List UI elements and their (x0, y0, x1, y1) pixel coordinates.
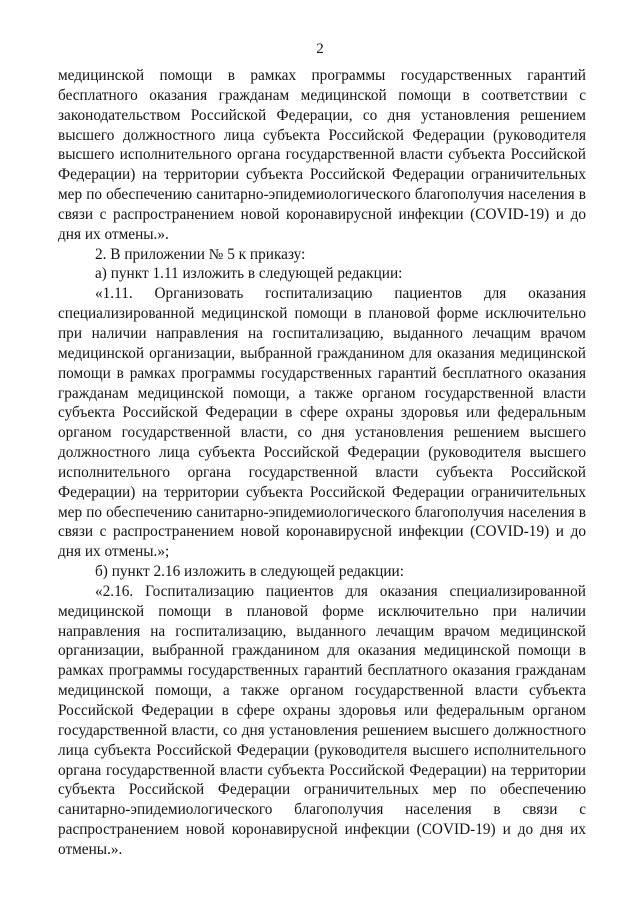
page-number: 2 (316, 41, 324, 57)
paragraph-clause-1-11: «1.11. Организовать госпитализацию пациентов для оказания специализированной медицинской помощи в плановой форме исключительно при наличии направления на госпитализацию, выданного лечащим врачом медицинской организации, выбранной гражданином для оказания медицинской помощи в рамках программы государственных гарантий бесплатного оказания гражданам медицинской помощи, а также органом государственной власти субъекта Российской Федерации в сфере охраны здоровья или федеральным органом государственной власти, со дня установления решением высшего должностного лица субъекта Российской Федерации (руководителя высшего исполнительного органа государственной власти субъекта Российской Федерации) на территории субъекта Российской Федерации ограничительных мер по обеспечению санитарно-эпидемиологического благополучия населения в связи с распространением новой коронавирусной инфекции (COVID-19) и до дня их отмены.»; (58, 285, 586, 561)
paragraph-continuation: медицинской помощи в рамках программы государственных гарантий бесплатного оказания гражданам медицинской помощи в соответствии с законодательством Российской Федерации, со дня установления решением высшего должностного лица субъекта Российской Федерации (руководителя высшего исполнительного органа государственной власти субъекта Российской Федерации) на территории субъекта Российской Федерации ограничительных мер по обеспечению санитарно-эпидемиологического благополучия населения в связи с распространением новой коронавирусной инфекции (COVID-19) и до дня их отмены.». (58, 67, 586, 243)
paragraph-clause-2-16: «2.16. Госпитализацию пациентов для оказания специализированной медицинской помощи в плановой форме исключительно при наличии направления на госпитализацию, выданного лечащим врачом медицинской организации, выбранной гражданином для оказания медицинской помощи в рамках программы государственных гарантий бесплатного оказания гражданам медицинской помощи, а также органом государственной власти субъекта Российской Федерации в сфере охраны здоровья или федеральным органом государственной власти, со дня установления решением высшего должностного лица субъекта Российской Федерации (руководителя высшего исполнительного органа государственной власти субъекта Российской Федерации) на территории субъекта Российской Федерации ограничительных мер по обеспечению санитарно-эпидемиологического благополучия населения в связи с распространением новой коронавирусной инфекции (COVID-19) и до дня их отмены.». (58, 582, 586, 858)
paragraph-item-2: 2. В приложении № 5 к приказу: (95, 245, 306, 263)
paragraph-subitem-a: а) пункт 1.11 изложить в следующей редакции: (95, 265, 403, 283)
paragraph-subitem-b: б) пункт 2.16 изложить в следующей редакции: (95, 563, 404, 581)
document-body (58, 66, 586, 860)
